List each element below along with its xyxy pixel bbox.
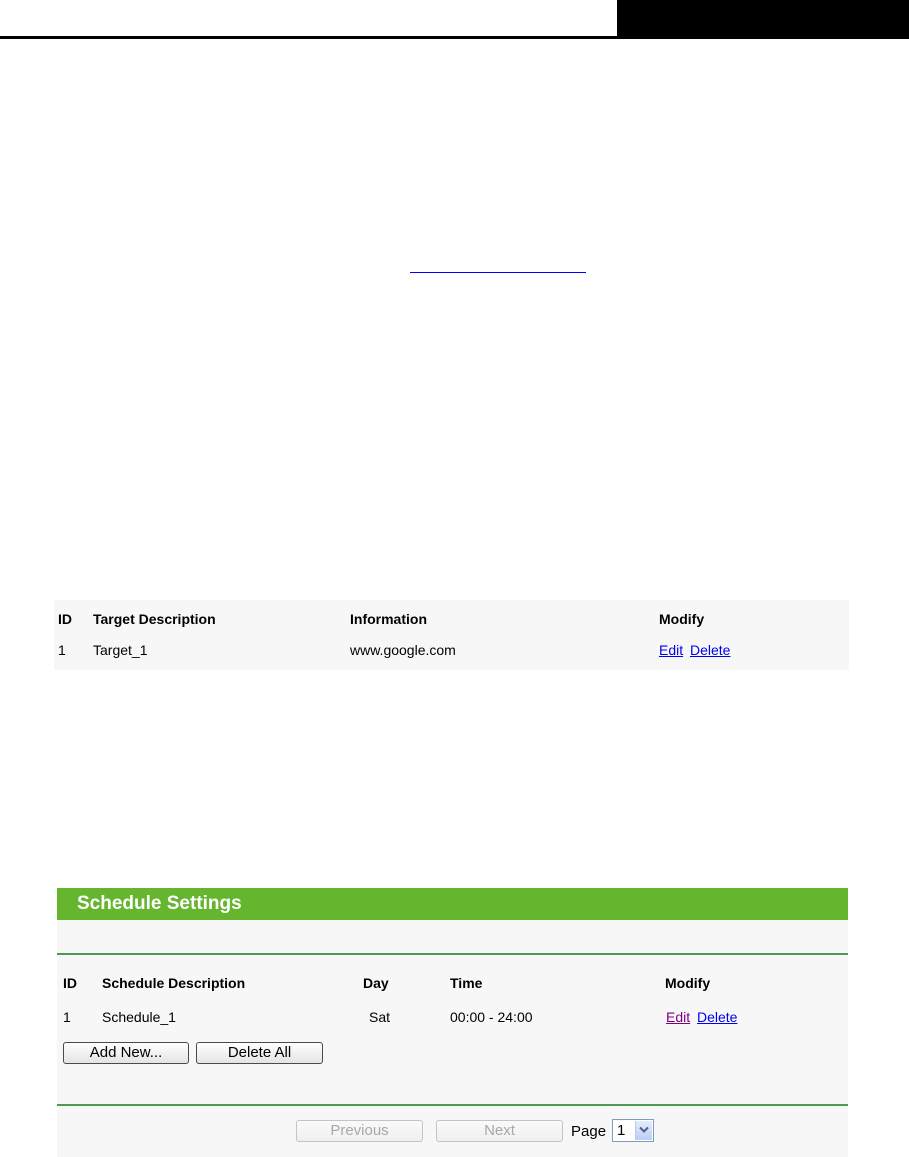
target-header-id: ID	[58, 611, 72, 627]
schedule-settings-panel	[57, 888, 848, 1157]
schedule-header-description: Schedule Description	[102, 975, 246, 991]
header-rule	[0, 36, 617, 39]
target-header-modify: Modify	[659, 611, 705, 627]
schedule-bottom-rule	[57, 1104, 848, 1106]
target-row-id: 1	[58, 642, 66, 658]
target-delete-link[interactable]: Delete	[690, 642, 731, 658]
schedule-row-time: 00:00 - 24:00	[450, 1009, 533, 1025]
schedule-edit-link[interactable]: Edit	[666, 1009, 691, 1025]
target-header-information: Information	[350, 611, 427, 627]
schedule-header-time: Time	[450, 975, 483, 991]
page-select[interactable]	[612, 1119, 654, 1142]
page-select-value: 1	[617, 1122, 626, 1139]
target-table	[54, 600, 849, 670]
schedule-delete-link[interactable]: Delete	[697, 1009, 738, 1025]
schedule-row-id: 1	[63, 1009, 71, 1025]
next-button[interactable]: Next	[436, 1120, 563, 1142]
chevron-down-icon[interactable]	[635, 1121, 652, 1140]
schedule-header-id: ID	[63, 975, 77, 991]
previous-button[interactable]: Previous	[296, 1120, 423, 1142]
page-label: Page	[571, 1123, 607, 1140]
schedule-row-description: Schedule_1	[102, 1009, 176, 1025]
schedule-title-bar	[57, 888, 848, 920]
schedule-title: Schedule Settings	[77, 893, 242, 914]
add-new-button[interactable]: Add New...	[63, 1042, 189, 1064]
schedule-row-day: Sat	[369, 1009, 391, 1025]
document-link[interactable]	[410, 256, 586, 273]
schedule-header-modify: Modify	[665, 975, 711, 991]
target-row-description: Target_1	[93, 642, 148, 658]
target-edit-link[interactable]: Edit	[659, 642, 684, 658]
schedule-header-day: Day	[363, 975, 389, 991]
delete-all-button[interactable]: Delete All	[196, 1042, 323, 1064]
target-header-description: Target Description	[93, 611, 216, 627]
schedule-top-rule	[57, 953, 848, 955]
target-row-information: www.google.com	[350, 642, 456, 658]
header-block	[617, 0, 909, 39]
